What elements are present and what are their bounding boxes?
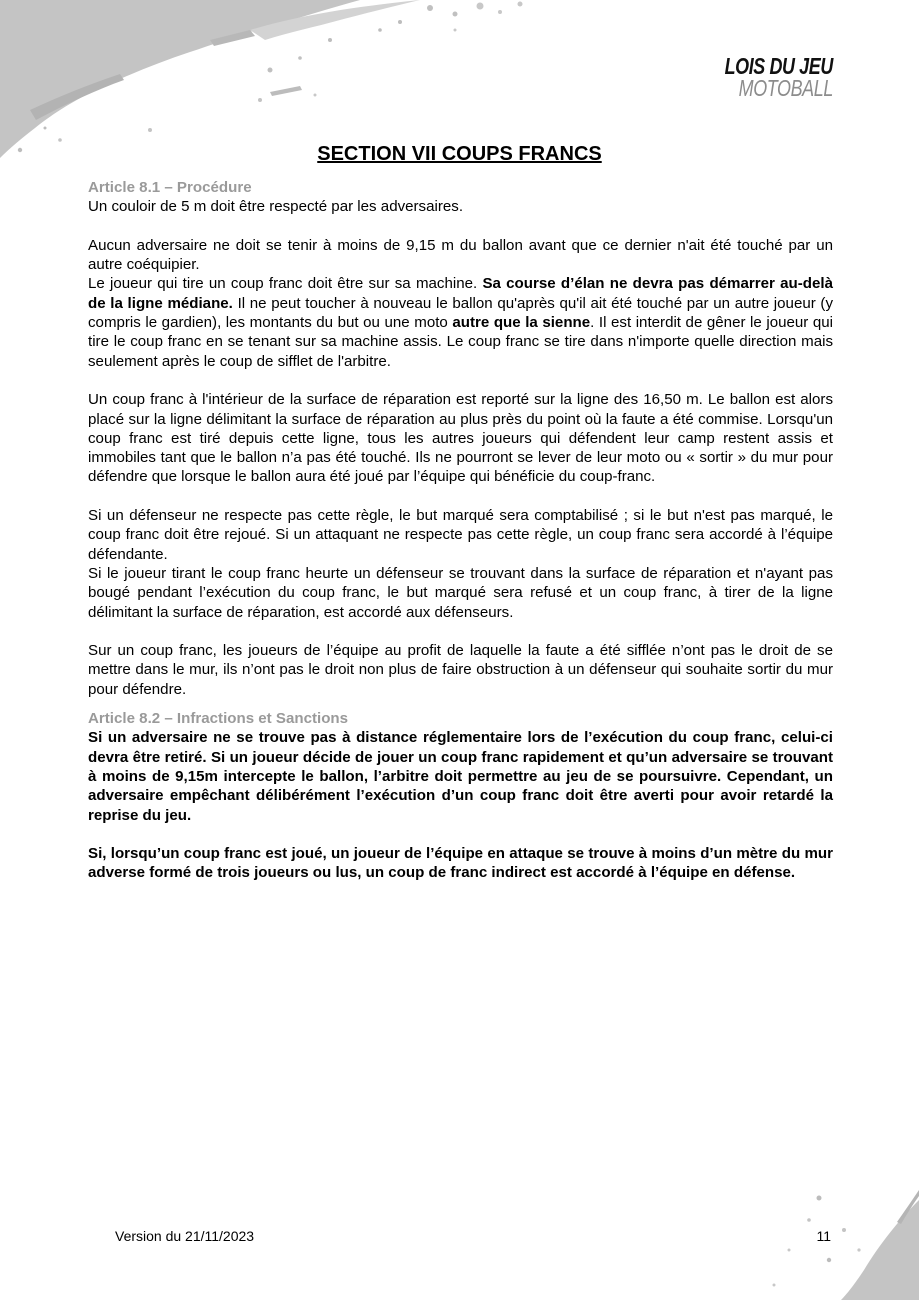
paragraph: Aucun adversaire ne doit se tenir à moins de 9,15 m du ballon avant que ce dernier n'ait été touché par un autre coéquipier. <box>88 236 833 274</box>
paragraph: Si un défenseur ne respecte pas cette règle, le but marqué sera comptabilisé ; si le but n'est pas marqué, le coup franc doit être rejoué. Si un attaquant ne respecte pas cette règle, un coup franc sera accordé à l’équipe défendante. <box>88 507 833 563</box>
bold-text: autre que la sienne <box>452 314 591 332</box>
text-run: . Il est interdit de gêner le joueur qui tire le coup franc en se tenant sur sa machine assis. Le coup franc se tire dans n'importe quelle direction mais seulement après le coup de sifflet de l'arbitre. <box>88 314 834 370</box>
paragraph: Un coup franc à l'intérieur de la surface de réparation est reporté sur la ligne des 16,50 m. Le ballon est alors placé sur la ligne délimitant la surface de réparation au plus près du point où la faute a été commise. Lorsqu'un coup franc est tiré depuis cette ligne, tous les autres joueurs qui défendent leur camp restent assis et immobiles tant que le ballon n’a pas été touché. Ils ne pourront se lever de leur moto ou « sortir » du mur pour défendre que lorsque le ballon aura été joué par l’équipe qui bénéficie du coup-franc. <box>88 391 833 486</box>
footer-version: Version du 21/11/2023 <box>115 1228 255 1244</box>
paragraph: Si un adversaire ne se trouve pas à distance réglementaire lors de l’exécution du coup franc, celui-ci devra être retiré. Si un joueur décide de jouer un coup franc rapidement et qu’un adversaire se trouvant à moins de 9,15m intercepte le ballon, l’arbitre doit permettre au jeu de se poursuivre. Cependant, un adversaire empêchant délibérément l’exécution d’un coup franc doit être averti pour avoir retardé la reprise du jeu. <box>88 729 833 824</box>
article-heading: Article 8.2 – Infractions et Sanctions <box>88 710 349 728</box>
paragraph: Si le joueur tirant le coup franc heurte un défenseur se trouvant dans la surface de réparation et n'ayant pas bougé pendant l’exécution du coup franc, le but marqué sera refusé et un coup franc, à tirer de la ligne délimitant la surface de réparation, est accordé aux défenseurs. <box>88 564 833 621</box>
paragraph: Si, lorsqu’un coup franc est joué, un joueur de l’équipe en attaque se trouve à moins d’un mètre du mur adverse formé de trois joueurs ou lus, un coup de franc indirect est accordé à l’équipe en défense. <box>88 845 833 882</box>
page-number: 11 <box>816 1228 831 1244</box>
section-title: SECTION VII COUPS FRANCS <box>317 143 602 165</box>
logo-title: LOIS DU JEU <box>724 53 833 79</box>
brush-splash-decoration-bottom <box>749 1190 919 1300</box>
bold-text: Sa course d’élan ne devra pas démarrer au-delà de la ligne médiane. <box>88 275 833 312</box>
logo <box>725 55 833 99</box>
paragraph: Un couloir de 5 m doit être respecté par les adversaires. <box>88 198 464 216</box>
logo-subtitle: MOTOBALL <box>738 75 833 101</box>
text-run: Il ne peut toucher à nouveau le ballon qu'après qu'il ait été touché par un autre joueur (y compris le gardien), les montants du but ou une moto <box>88 294 834 332</box>
article-heading: Article 8.1 – Procédure <box>88 179 252 196</box>
text-run: Le joueur qui tire un coup franc doit être sur sa machine. <box>88 275 483 293</box>
document-body <box>88 178 833 883</box>
paragraph: Sur un coup franc, les joueurs de l’équipe au profit de laquelle la faute a été sifflée n’ont pas le droit de se mettre dans le mur, ils n’ont pas le droit non plus de faire obstruction à un défenseur qui souhaite sortir du mur pour défendre. <box>88 642 833 698</box>
paragraph <box>88 274 833 370</box>
